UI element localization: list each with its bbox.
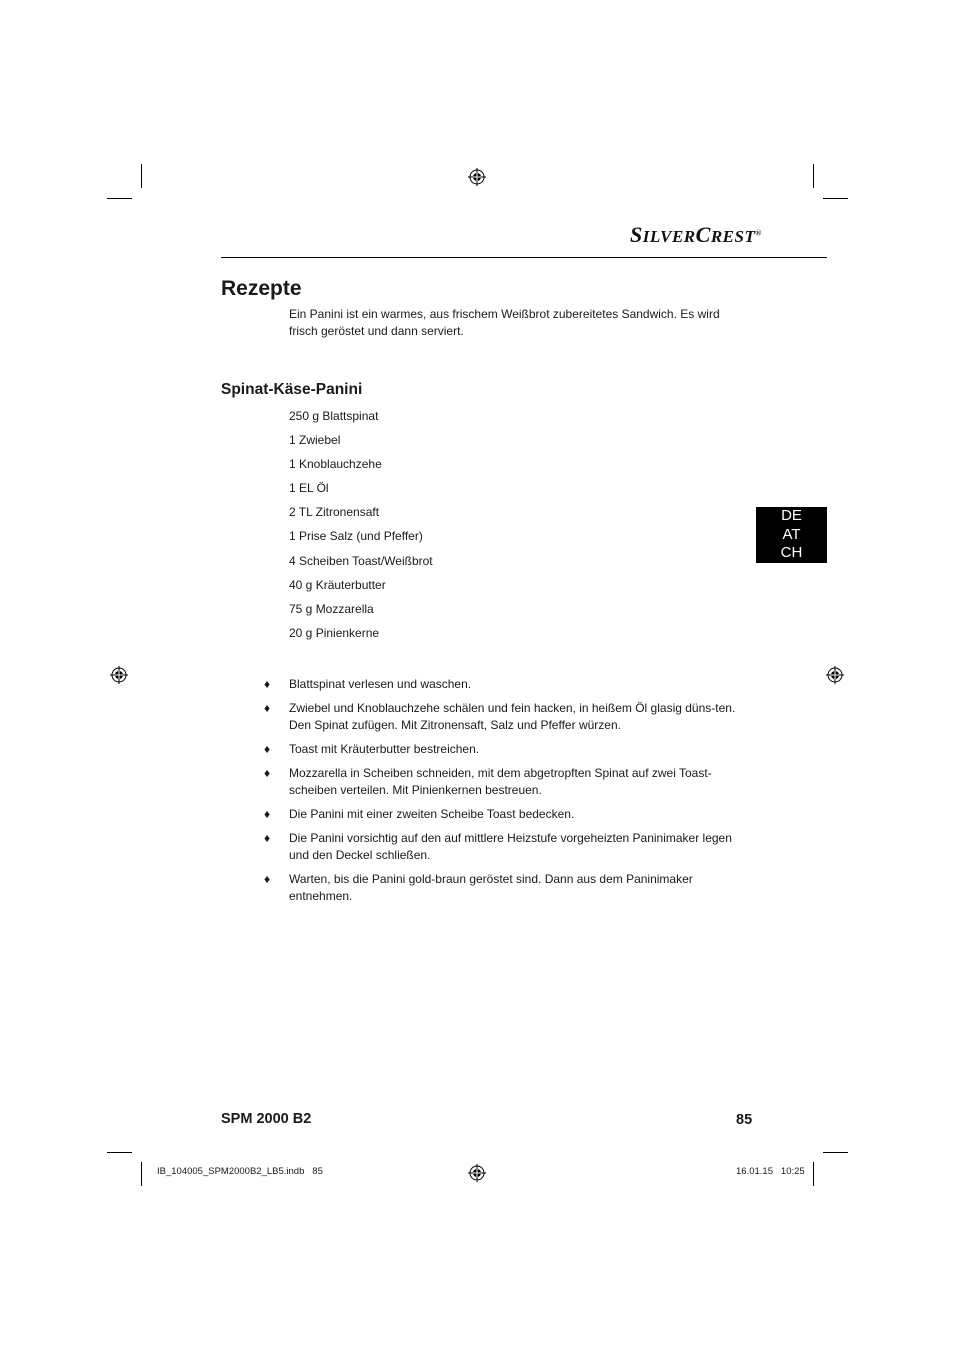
step-text: Blattspinat verlesen und waschen.	[289, 677, 472, 691]
page-number: 85	[736, 1112, 753, 1128]
file-slug: IB_104005_SPM2000B2_LB5.indb 85	[157, 1166, 323, 1177]
step-list	[264, 676, 744, 912]
brand-text: ILVER	[642, 227, 696, 246]
crop-mark	[107, 198, 132, 199]
ingredient-item: 2 TL Zitronensaft	[289, 505, 380, 520]
registration-mark-icon	[826, 666, 844, 684]
print-timestamp	[736, 1166, 805, 1177]
crop-mark	[813, 1162, 814, 1186]
header-rule	[221, 257, 827, 258]
registered-mark: ®	[755, 228, 762, 238]
crop-mark	[141, 164, 142, 188]
brand-initial: S	[630, 222, 643, 247]
step-text: Die Panini vorsichtig auf den auf mittlere Heizstufe vorgeheizten Paninimaker legen und den Deckel schließen.	[289, 831, 732, 862]
step-text: Toast mit Kräuterbutter bestreichen.	[289, 742, 480, 756]
diamond-bullet-icon: ♦	[264, 766, 271, 780]
diamond-bullet-icon: ♦	[264, 677, 271, 691]
step-text: Warten, bis die Panini gold-braun geröstet sind. Dann aus dem Paninimaker entnehmen.	[289, 872, 693, 903]
diamond-bullet-icon: ♦	[264, 807, 271, 821]
ingredient-item: 1 Knoblauchzehe	[289, 457, 382, 472]
crop-mark	[823, 1152, 848, 1153]
crop-mark	[813, 164, 814, 188]
ingredient-item: 40 g Kräuterbutter	[289, 577, 386, 592]
step-text: Zwiebel und Knoblauchzehe schälen und fein hacken, in heißem Öl glasig düns-ten. Den Spinat zufügen. Mit Zitronensaft, Salz und Pfeffer würzen.	[289, 701, 736, 732]
language-tab	[756, 507, 827, 563]
ingredient-item: 4 Scheiben Toast/Weißbrot	[289, 553, 433, 568]
step-text: Mozzarella in Scheiben schneiden, mit dem abgetropften Spinat auf zwei Toast-scheiben verteilen. Mit Pinienkernen bestreuen.	[289, 766, 712, 797]
diamond-bullet-icon: ♦	[264, 742, 271, 756]
intro-paragraph: Ein Panini ist ein warmes, aus frischem Weißbrot zubereitetes Sandwich. Es wird frisch geröstet und dann serviert.	[289, 307, 720, 338]
language-code: AT	[782, 525, 801, 543]
step-item	[264, 741, 744, 758]
ingredient-list	[289, 408, 433, 649]
crop-mark	[823, 198, 848, 199]
ingredient-item: 1 Zwiebel	[289, 433, 341, 448]
brand-initial: C	[695, 222, 711, 247]
step-item	[264, 676, 744, 693]
step-item	[264, 700, 744, 734]
brand-logo	[630, 222, 762, 248]
diamond-bullet-icon: ♦	[264, 872, 271, 886]
print-date: 16.01.15	[736, 1166, 773, 1177]
ingredient-item: 75 g Mozzarella	[289, 601, 374, 616]
registration-mark-icon	[468, 1164, 486, 1182]
ingredient-item: 1 Prise Salz (und Pfeffer)	[289, 529, 423, 544]
registration-mark-icon	[110, 666, 128, 684]
language-code: CH	[780, 544, 803, 561]
print-time: 10:25	[780, 1166, 805, 1177]
diamond-bullet-icon: ♦	[264, 831, 271, 845]
model-number: SPM 2000 B2	[221, 1111, 312, 1127]
crop-mark	[141, 1162, 142, 1186]
ingredient-item: 250 g Blattspinat	[289, 409, 379, 423]
registration-mark-icon	[468, 168, 486, 186]
step-item	[264, 871, 744, 905]
step-item	[264, 765, 744, 799]
crop-mark	[107, 1152, 132, 1153]
step-item	[264, 806, 744, 823]
recipe-title: Spinat-Käse-Panini	[221, 381, 363, 398]
ingredient-item: 20 g Pinienkerne	[289, 625, 380, 640]
diamond-bullet-icon: ♦	[264, 701, 271, 715]
brand-text: REST	[710, 227, 756, 246]
step-item	[264, 830, 744, 864]
step-text: Die Panini mit einer zweiten Scheibe Toast bedecken.	[289, 807, 575, 821]
page-title: Rezepte	[221, 277, 302, 300]
language-code: DE	[781, 507, 802, 524]
ingredient-item: 1 EL Öl	[289, 481, 329, 496]
